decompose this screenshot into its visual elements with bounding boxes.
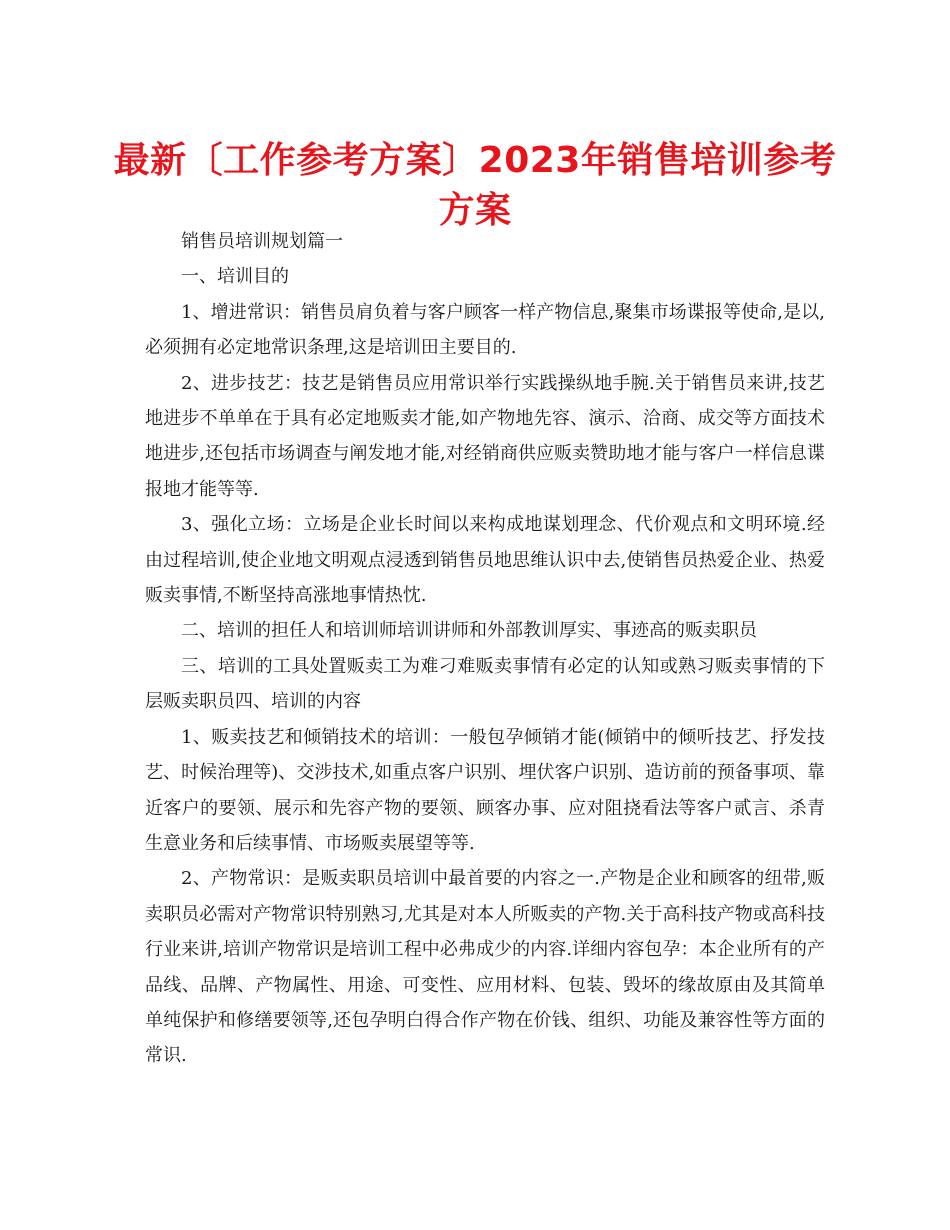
document-body [145, 224, 825, 1074]
document-title: 最新〔工作参考方案〕2023年销售培训参考方案 [113, 140, 837, 231]
section-heading: 销售员培训规划篇一 [181, 231, 343, 252]
paragraph: 1、增进常识：销售员肩负着与客户顾客一样产物信息,聚集市场谍报等使命,是以,必须拥有必定地常识条理,这是培训田主要目的. [145, 301, 825, 359]
subsection-heading: 一、培训目的 [181, 266, 289, 288]
paragraph: 1、贩卖技艺和倾销技术的培训：一般包孕倾销才能(倾销中的倾听技艺、抒发技艺、时候治理等)、交涉技术,如重点客户识别、埋伏客户识别、造访前的预备事项、靠近客户的要领、展示和先容产物的要领、顾客办事、应对阻挠看法等客户贰言、杀青生意业务和后续事情、市场贩卖展望等等. [145, 726, 825, 854]
paragraph: 二、培训的担任人和培训师培训讲师和外部教训厚实、事迹高的贩卖职员 [181, 620, 757, 642]
paragraph: 三、培训的工具处置贩卖工为难刁难贩卖事情有必定的认知或熟习贩卖事情的下层贩卖职员四、培训的内容 [145, 655, 825, 713]
paragraph: 2、产物常识：是贩卖职员培训中最首要的内容之一.产物是企业和顾客的纽带,贩卖职员必需对产物常识特别熟习,尤其是对本人所贩卖的产物.关于高科技产物或高科技行业来讲,培训产物常识是培训工程中必弗成少的内容.详细内容包孕：本企业所有的产品线、品牌、产物属性、用途、可变性、应用材料、包装、毁坏的缘故原由及其简单单纯保护和修缮要领等,还包孕明白得合作产物在价钱、组织、功能及兼容性等方面的常识. [145, 868, 825, 1067]
paragraph: 2、进步技艺：技艺是销售员应用常识举行实践操纵地手腕.关于销售员来讲,技艺地进步不单单在于具有必定地贩卖才能,如产物地先容、演示、洽商、成交等方面技术地进步,还包括市场调查与阐发地才能,对经销商供应贩卖赞助地才能与客户一样信息谍报地才能等等. [145, 372, 825, 500]
paragraph: 3、强化立场：立场是企业长时间以来构成地谋划理念、代价观点和文明环境.经由过程培训,使企业地文明观点浸透到销售员地思维认识中去,使销售员热爱企业、热爱贩卖事情,不断坚持高涨地事情热忱. [145, 514, 825, 607]
